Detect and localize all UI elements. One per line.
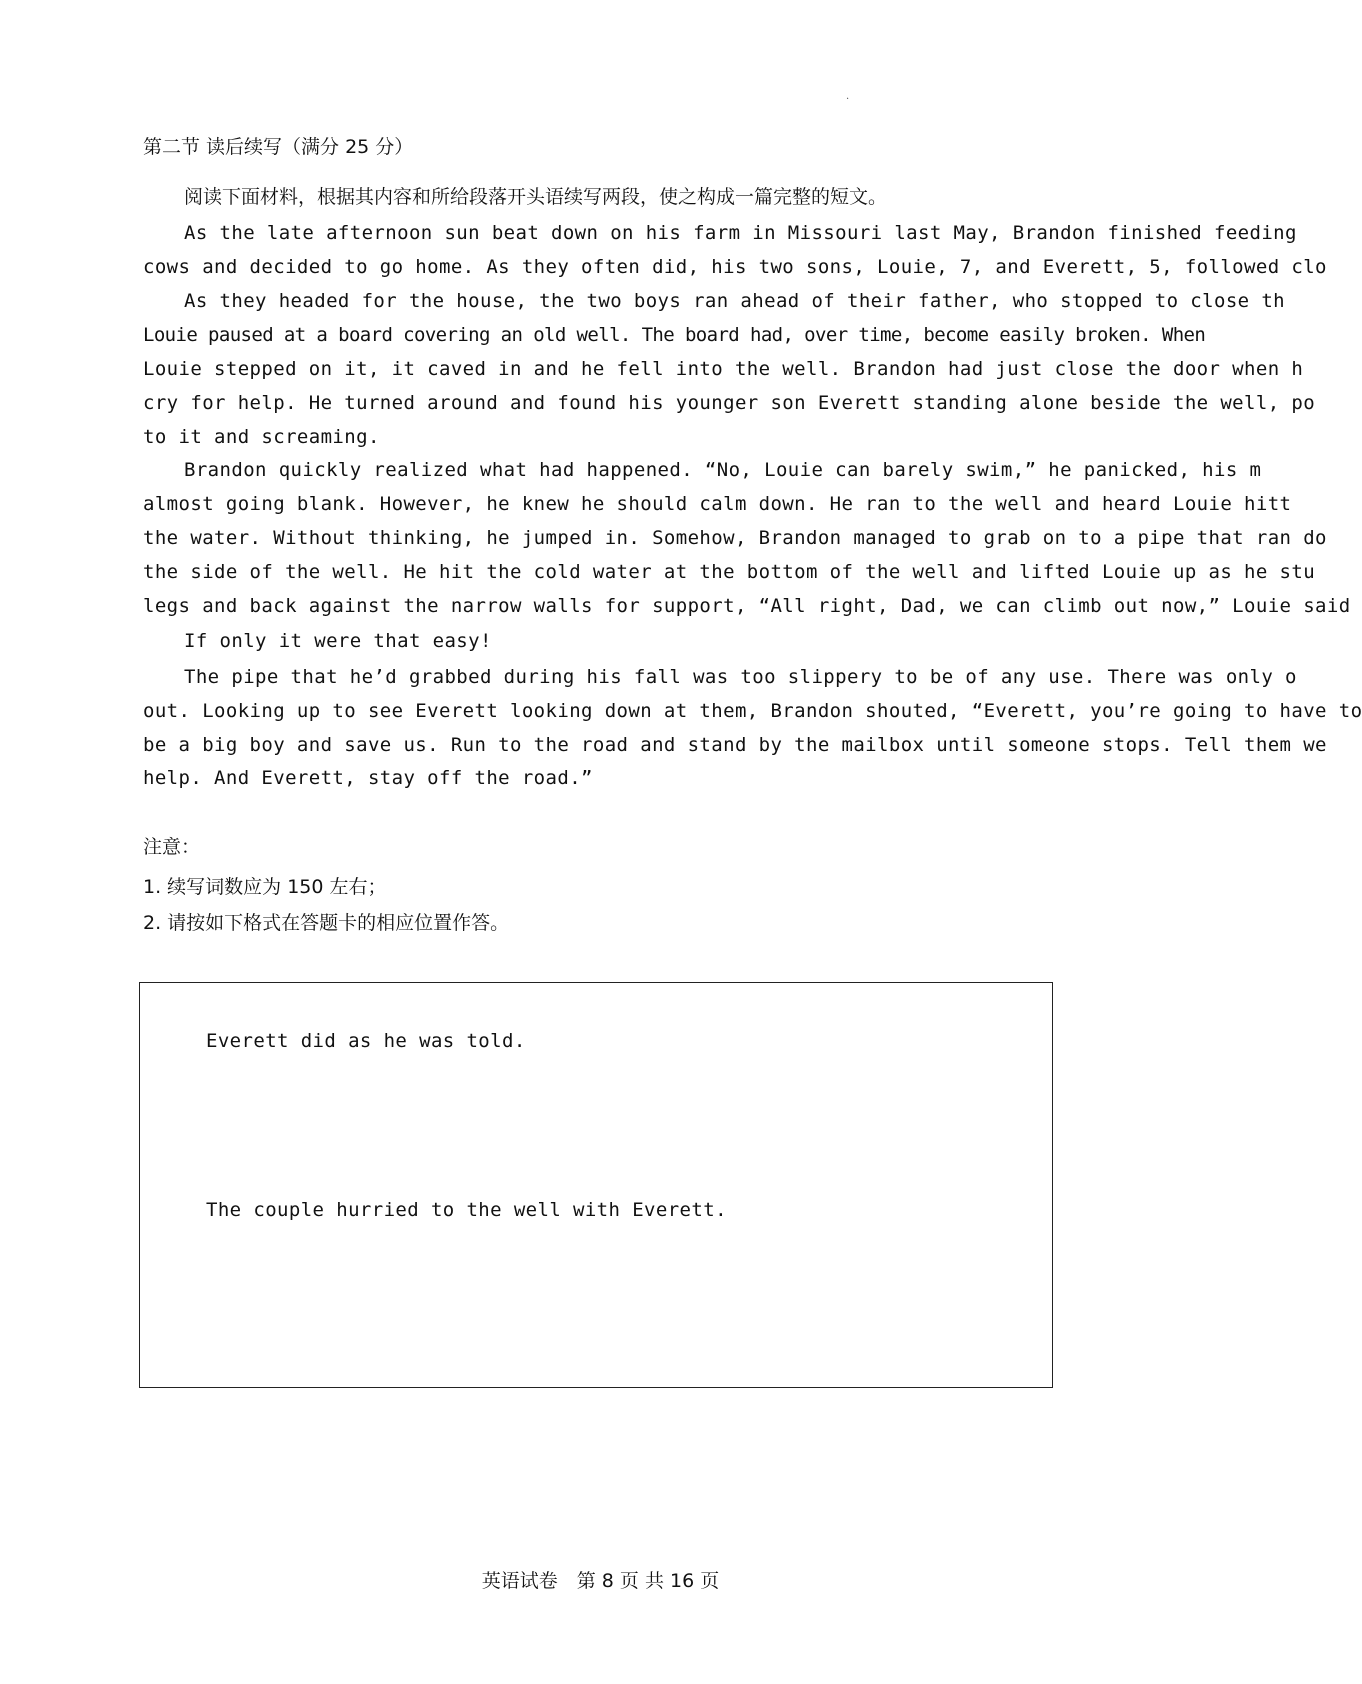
note-item: 2. 请按如下格式在答题卡的相应位置作答。: [143, 912, 510, 934]
note-item: 1. 续写词数应为 150 左右；: [143, 876, 387, 898]
passage-line: the side of the well. He hit the cold water at the bottom of the well and lifted Louie up as he stu: [143, 561, 1316, 583]
paragraph-2-opening: The couple hurried to the well with Everett.: [206, 1199, 727, 1221]
page-footer: 英语试卷 第 8 页 共 16 页: [481, 1570, 720, 1592]
notes-heading: 注意：: [143, 836, 201, 858]
passage-line: cows and decided to go home. As they often did, his two sons, Louie, 7, and Everett, 5, followed clo: [143, 256, 1327, 278]
passage-line: out. Looking up to see Everett looking down at them, Brandon shouted, “Everett, you’re going to have to: [143, 700, 1362, 722]
passage-line: the water. Without thinking, he jumped in. Somehow, Brandon managed to grab on to a pipe that ran do: [143, 527, 1327, 549]
passage-line: almost going blank. However, he knew he should calm down. He ran to the well and heard Louie hitt: [143, 493, 1292, 515]
passage-line: As they headed for the house, the two boys ran ahead of their father, who stopped to close th: [184, 290, 1286, 312]
passage-line: Louie paused at a board covering an old well. The board had, over time, become easily broken. When: [143, 324, 1206, 346]
answer-format-box: [139, 982, 1053, 1388]
passage-line: cry for help. He turned around and found his younger son Everett standing alone beside the well, po: [143, 392, 1316, 414]
paragraph-1-opening: Everett did as he was told.: [206, 1030, 526, 1052]
passage-line: legs and back against the narrow walls for support, “All right, Dad, we can climb out now,” Louie said: [143, 595, 1351, 617]
section-heading: 第二节 读后续写（满分 25 分）: [143, 136, 414, 158]
passage-line: help. And Everett, stay off the road.”: [143, 767, 593, 789]
passage-line: to it and screaming.: [143, 426, 380, 448]
passage-line: As the late afternoon sun beat down on his farm in Missouri last May, Brandon finished feeding: [184, 222, 1297, 244]
passage-line: The pipe that he’d grabbed during his fall was too slippery to be of any use. There was only o: [184, 666, 1297, 688]
passage-line: If only it were that easy!: [184, 630, 492, 652]
passage-line: be a big boy and save us. Run to the road and stand by the mailbox until someone stops. Tell them we: [143, 734, 1327, 756]
passage-line: Louie stepped on it, it caved in and he fell into the well. Brandon had just close the door when h: [143, 358, 1304, 380]
page-mark: .: [846, 91, 850, 102]
instruction-text: 阅读下面材料，根据其内容和所给段落开头语续写两段，使之构成一篇完整的短文。: [184, 186, 888, 208]
passage-line: Brandon quickly realized what had happened. “No, Louie can barely swim,” he panicked, his m: [184, 459, 1262, 481]
